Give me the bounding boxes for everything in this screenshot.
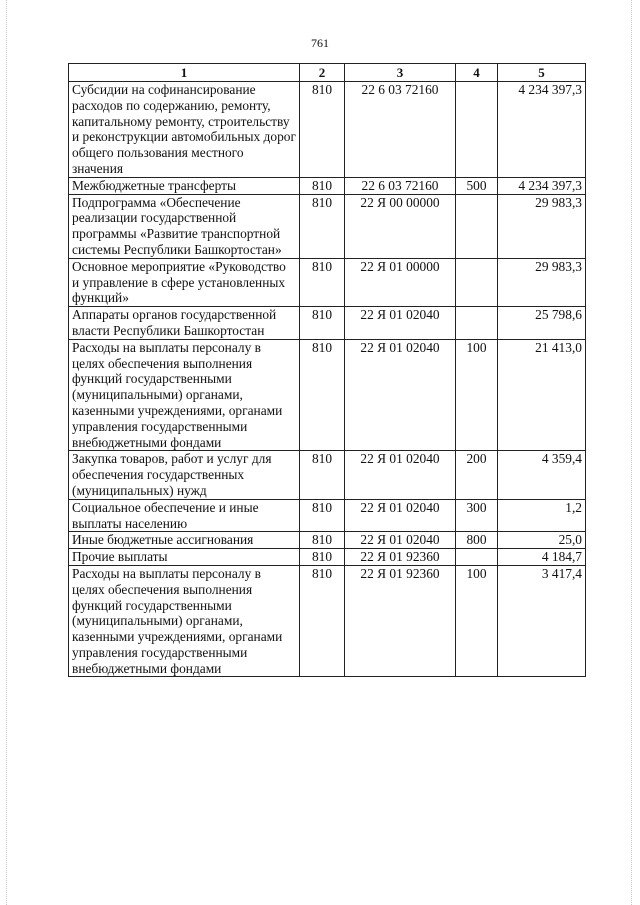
header-col-5: 5 <box>498 64 586 82</box>
header-col-2: 2 <box>300 64 345 82</box>
row-col3: 22 Я 01 02040 <box>345 499 456 532</box>
row-col5: 4 184,7 <box>498 549 586 566</box>
row-col4 <box>456 549 498 566</box>
row-name: Аппараты органов государственной власти Республики Башкортостан <box>69 307 300 340</box>
page-number: 761 <box>311 36 329 50</box>
row-col2: 810 <box>300 177 345 194</box>
row-col2: 810 <box>300 82 345 178</box>
row-col5: 25 798,6 <box>498 307 586 340</box>
table-row <box>69 307 586 340</box>
scan-edge-right <box>631 0 632 905</box>
row-col3: 22 6 03 72160 <box>345 177 456 194</box>
row-col2: 810 <box>300 451 345 499</box>
table-row <box>69 82 586 178</box>
row-name: Расходы на выплаты персоналу в целях обеспечения выполнения функций государственными (муниципальными) органами, казенными учреждениями, органами управления государственными внебюджетными фондами <box>69 565 300 677</box>
table-row <box>69 258 586 306</box>
row-col3: 22 Я 01 02040 <box>345 532 456 549</box>
table-row <box>69 451 586 499</box>
table-row <box>69 339 586 451</box>
row-col5: 29 983,3 <box>498 258 586 306</box>
row-col2: 810 <box>300 258 345 306</box>
table-header-row <box>69 64 586 82</box>
row-col4 <box>456 194 498 258</box>
row-col2: 810 <box>300 339 345 451</box>
row-col4 <box>456 82 498 178</box>
table-row <box>69 499 586 532</box>
budget-table <box>68 63 586 677</box>
row-name: Иные бюджетные ассигнования <box>69 532 300 549</box>
row-col4: 800 <box>456 532 498 549</box>
row-col5: 1,2 <box>498 499 586 532</box>
scan-edge-left <box>6 0 7 905</box>
header-col-1: 1 <box>69 64 300 82</box>
row-name: Социальное обеспечение и иные выплаты населению <box>69 499 300 532</box>
row-col2: 810 <box>300 532 345 549</box>
row-col3: 22 Я 01 92360 <box>345 549 456 566</box>
row-name: Закупка товаров, работ и услуг для обеспечения государственных (муниципальных) нужд <box>69 451 300 499</box>
row-col4: 100 <box>456 339 498 451</box>
row-col5: 4 359,4 <box>498 451 586 499</box>
table-row <box>69 177 586 194</box>
header-col-3: 3 <box>345 64 456 82</box>
row-col5: 25,0 <box>498 532 586 549</box>
row-col4: 500 <box>456 177 498 194</box>
row-name: Основное мероприятие «Руководство и управление в сфере установленных функций» <box>69 258 300 306</box>
row-col3: 22 Я 01 00000 <box>345 258 456 306</box>
header-col-4: 4 <box>456 64 498 82</box>
row-col2: 810 <box>300 499 345 532</box>
row-name: Прочие выплаты <box>69 549 300 566</box>
row-col3: 22 Я 01 92360 <box>345 565 456 677</box>
row-col4: 200 <box>456 451 498 499</box>
row-col4: 100 <box>456 565 498 677</box>
row-col5: 21 413,0 <box>498 339 586 451</box>
row-col3: 22 6 03 72160 <box>345 82 456 178</box>
row-col2: 810 <box>300 549 345 566</box>
table-row <box>69 565 586 677</box>
row-name: Расходы на выплаты персоналу в целях обеспечения выполнения функций государственными (муниципальными) органами, казенными учреждениями, органами управления государственными внебюджетными фондами <box>69 339 300 451</box>
table-row <box>69 194 586 258</box>
row-col5: 3 417,4 <box>498 565 586 677</box>
row-col5: 29 983,3 <box>498 194 586 258</box>
row-col5: 4 234 397,3 <box>498 82 586 178</box>
row-name: Субсидии на софинансирование расходов по содержанию, ремонту, капитальному ремонту, строительству и реконструкции автомобильных дорог общего пользования местного значения <box>69 82 300 178</box>
row-col2: 810 <box>300 194 345 258</box>
row-col4 <box>456 307 498 340</box>
row-col3: 22 Я 00 00000 <box>345 194 456 258</box>
row-col2: 810 <box>300 565 345 677</box>
row-col4: 300 <box>456 499 498 532</box>
row-col3: 22 Я 01 02040 <box>345 451 456 499</box>
row-col2: 810 <box>300 307 345 340</box>
table-row <box>69 532 586 549</box>
row-col5: 4 234 397,3 <box>498 177 586 194</box>
row-col3: 22 Я 01 02040 <box>345 307 456 340</box>
row-name: Межбюджетные трансферты <box>69 177 300 194</box>
row-col4 <box>456 258 498 306</box>
row-name: Подпрограмма «Обеспечение реализации государственной программы «Развитие транспортной системы Республики Башкортостан» <box>69 194 300 258</box>
table-row <box>69 549 586 566</box>
row-col3: 22 Я 01 02040 <box>345 339 456 451</box>
